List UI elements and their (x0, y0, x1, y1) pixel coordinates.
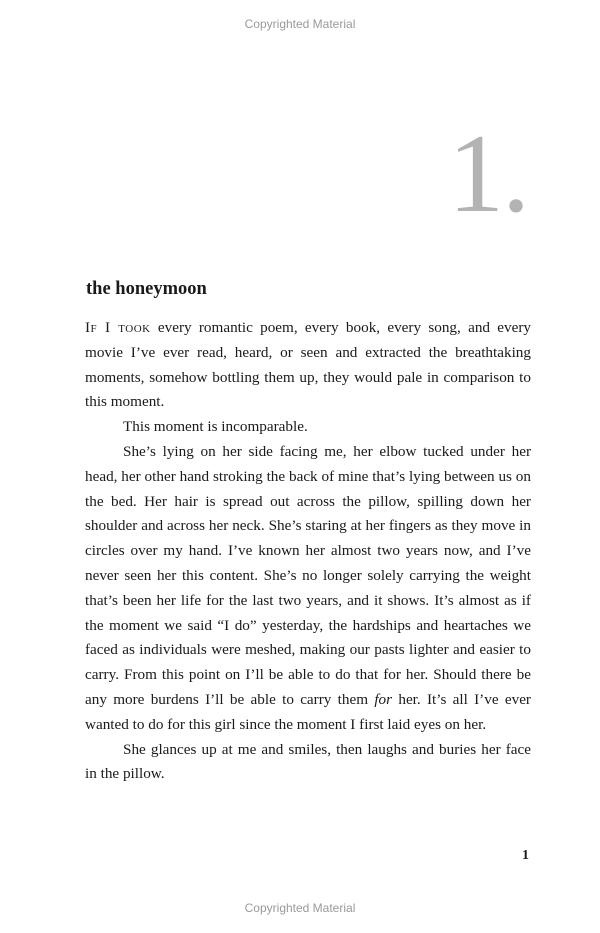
paragraph-3-emphasis: for (374, 690, 393, 708)
copyright-watermark-bottom: Copyrighted Material (244, 901, 356, 915)
paragraph-3-before: She’s lying on her side facing me, her elbow tucked under her head, her other hand stroking the back of mine that’s lying between us on the bed. Her hair is spread out across the pillow, spilling down her shoulder and across her neck. She’s staring at her fingers as they move in circles over my hand. I’ve known her almost two years now, and I’ve never seen her this content. She’s no longer solely carrying the weight that’s been her life for the last two years, and it shows. It’s almost as if the moment we said “I do” yesterday, the hardships and heartaches we faced as individuals were meshed, making our pasts lighter and easier to carry. From this point on I’ll be able to do that for her. Should there be any more burdens I’ll be able to carry them (85, 442, 531, 708)
paragraph-1 (85, 316, 531, 415)
page-number: 1 (522, 848, 529, 863)
paragraph-3-after: her. It’s all I’ve ever wanted to do for this girl since the moment I first laid eyes on her. (85, 690, 531, 733)
paragraph-1-text: every romantic poem, every book, every song, and every movie I’ve ever read, heard, or seen and extracted the breathtaking moments, somehow bottling them up, they would pale in comparison to this moment. (85, 319, 532, 411)
copyright-watermark-top: Copyrighted Material (244, 17, 356, 31)
paragraph-3 (85, 440, 531, 738)
chapter-body (85, 316, 531, 787)
chapter-number: 1. (448, 112, 528, 236)
paragraph-4: She glances up at me and smiles, then laughs and buries her face in the pillow. (85, 740, 531, 783)
paragraph-lead-smallcaps: If I took (85, 319, 151, 336)
chapter-title: the honeymoon (86, 279, 207, 299)
paragraph-2: This moment is incomparable. (123, 418, 308, 436)
